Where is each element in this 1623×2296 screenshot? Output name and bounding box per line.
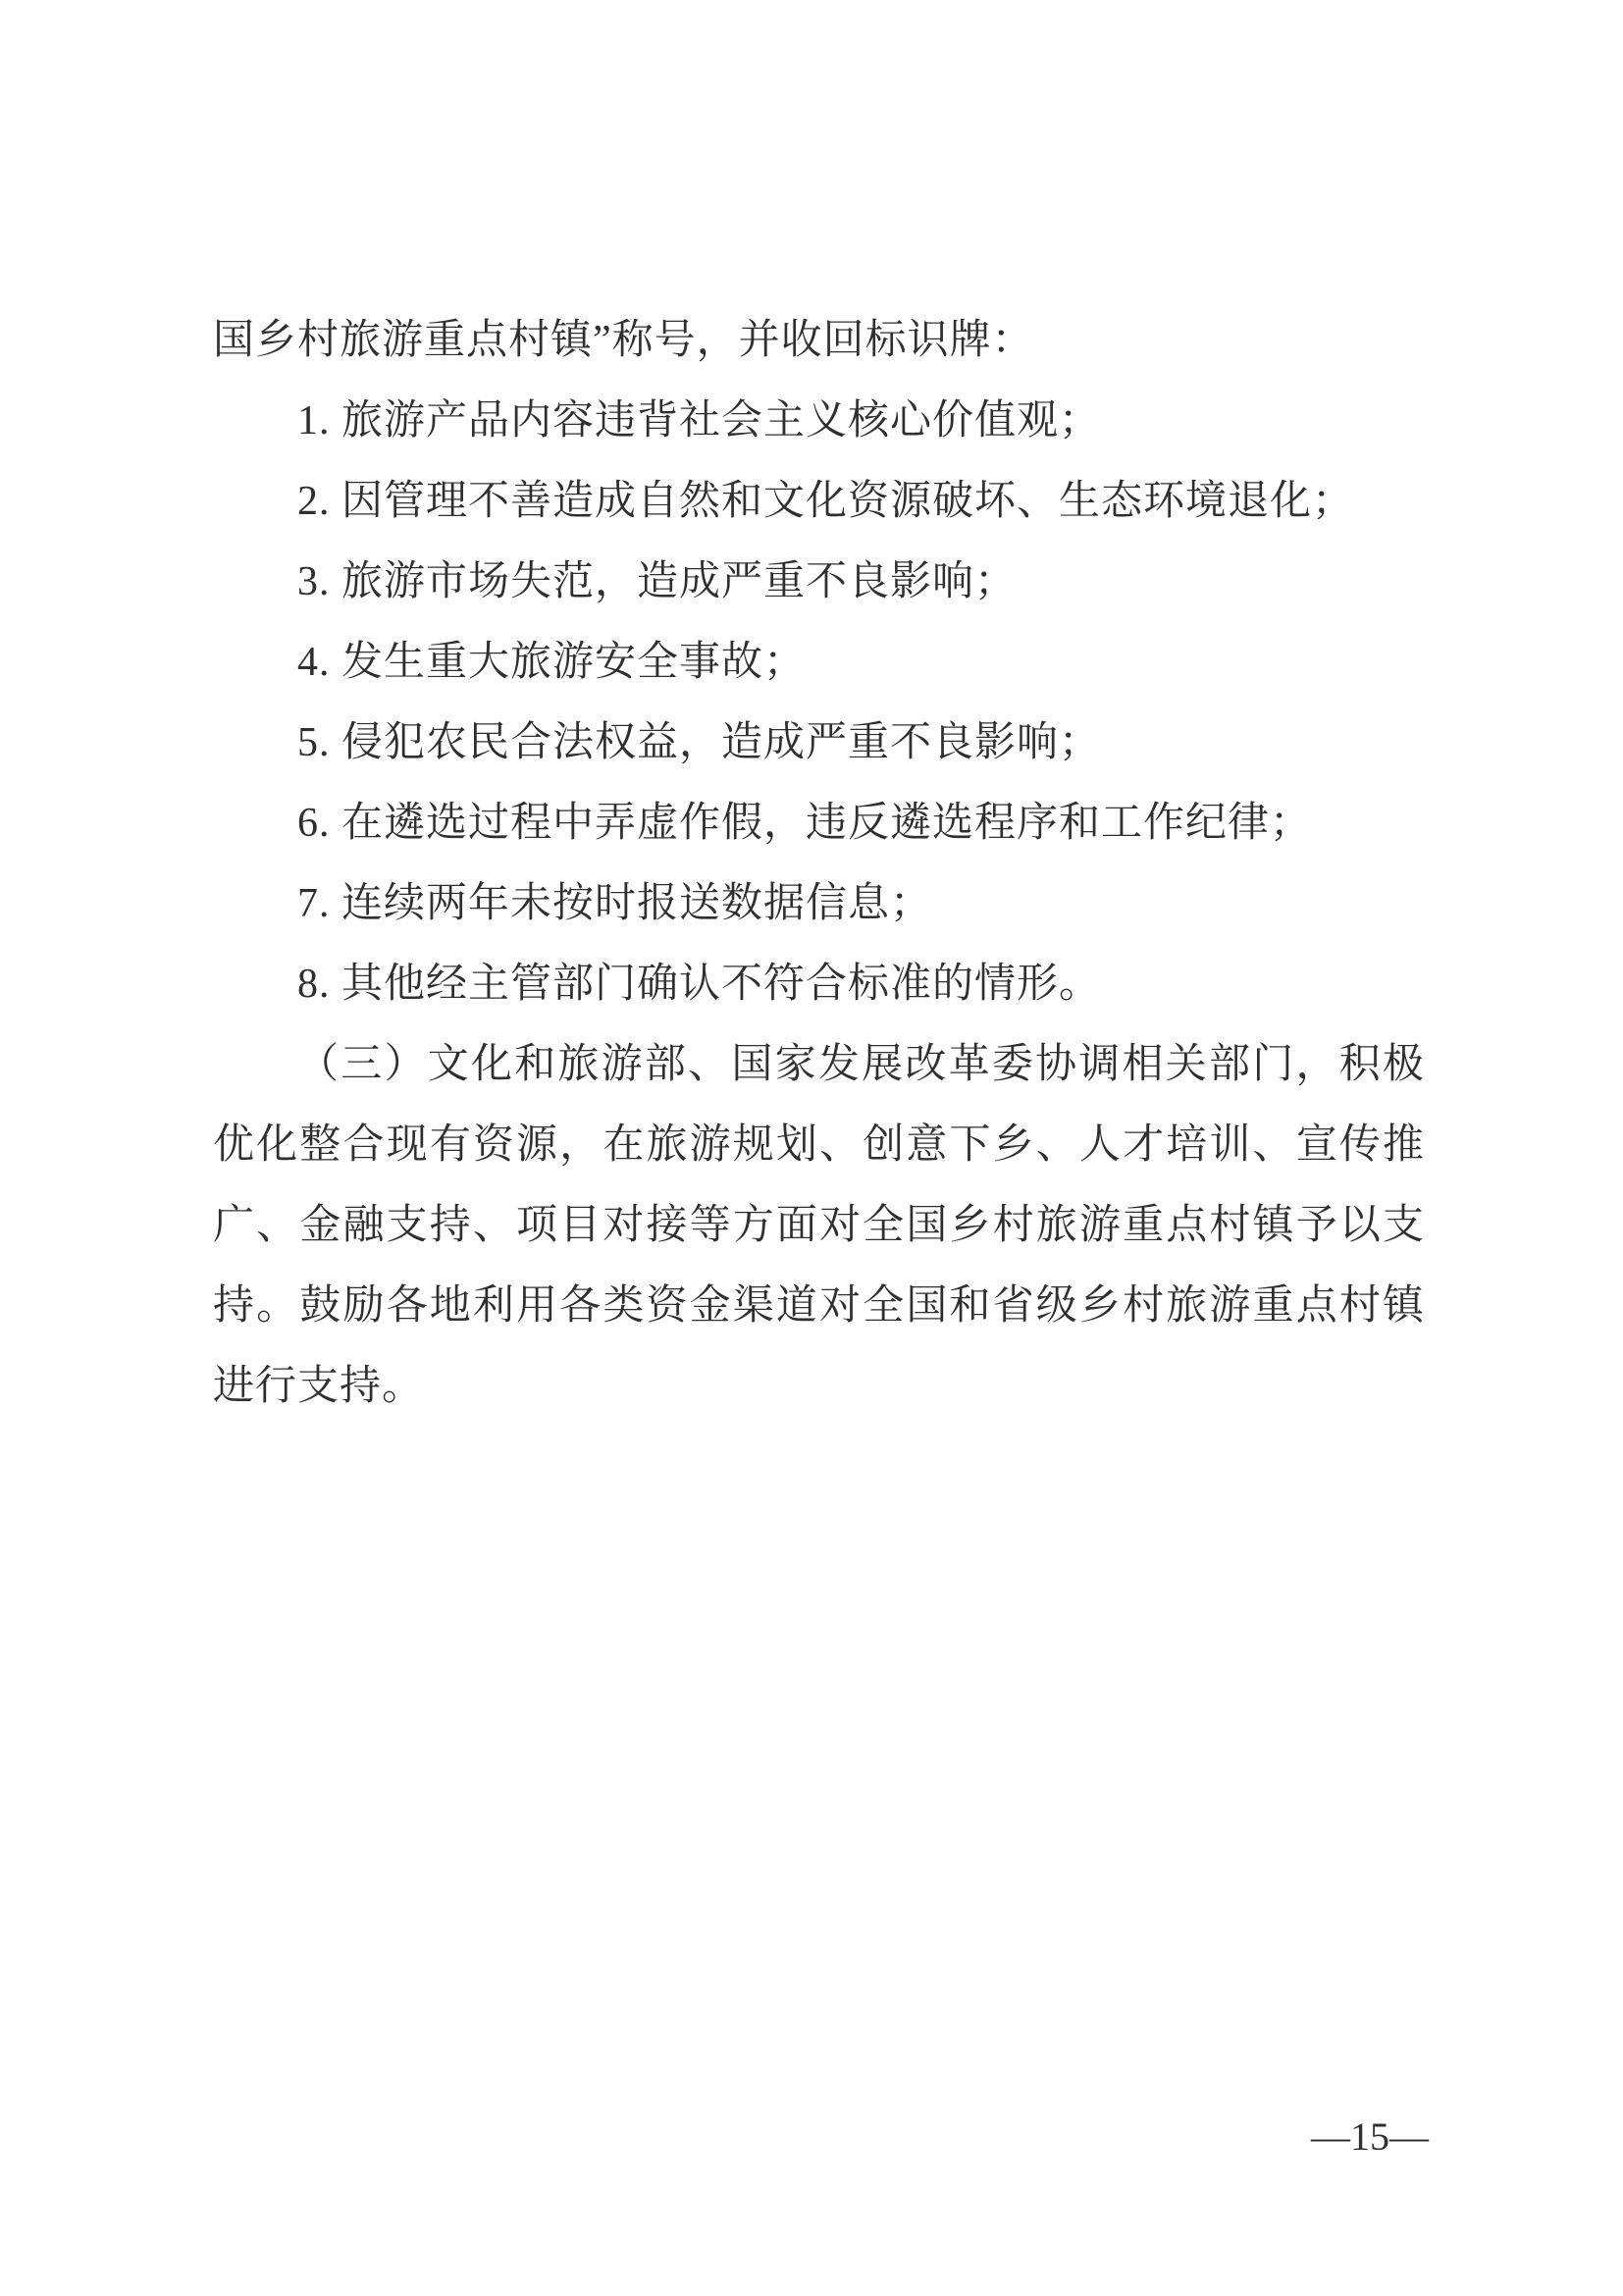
paragraph-3-line-2: 优化整合现有资源，在旅游规划、创意下乡、人才培训、宣传推 [213, 1122, 1425, 1168]
condition-item-8: 8. 其他经主管部门确认不符合标准的情形。 [297, 962, 1102, 1007]
condition-item-3: 3. 旅游市场失范，造成严重不良影响； [297, 559, 1018, 604]
page-number: —15— [1311, 2114, 1429, 2159]
continuation-line: 国乡村旅游重点村镇”称号，并收回标识牌： [213, 318, 1034, 363]
paragraph-3-line-3: 广、金融支持、项目对接等方面对全国乡村旅游重点村镇予以支 [213, 1203, 1425, 1248]
condition-item-5: 5. 侵犯农民合法权益，造成严重不良影响； [297, 720, 1102, 765]
paragraph-3-line-1: （三）文化和旅游部、国家发展改革委协调相关部门，积极 [297, 1042, 1425, 1087]
condition-item-7: 7. 连续两年未按时报送数据信息； [297, 881, 933, 926]
condition-item-2: 2. 因管理不善造成自然和文化资源破坏、生态环境退化； [297, 479, 1355, 524]
condition-item-4: 4. 发生重大旅游安全事故； [297, 640, 807, 685]
condition-item-6: 6. 在遴选过程中弄虚作假，违反遴选程序和工作纪律； [297, 801, 1313, 846]
paragraph-3-line-4: 持。鼓励各地利用各类资金渠道对全国和省级乡村旅游重点村镇 [213, 1283, 1425, 1329]
paragraph-3-line-5: 进行支持。 [213, 1364, 425, 1409]
condition-item-1: 1. 旅游产品内容违背社会主义核心价值观； [297, 398, 1102, 444]
document-body [213, 300, 1425, 1427]
